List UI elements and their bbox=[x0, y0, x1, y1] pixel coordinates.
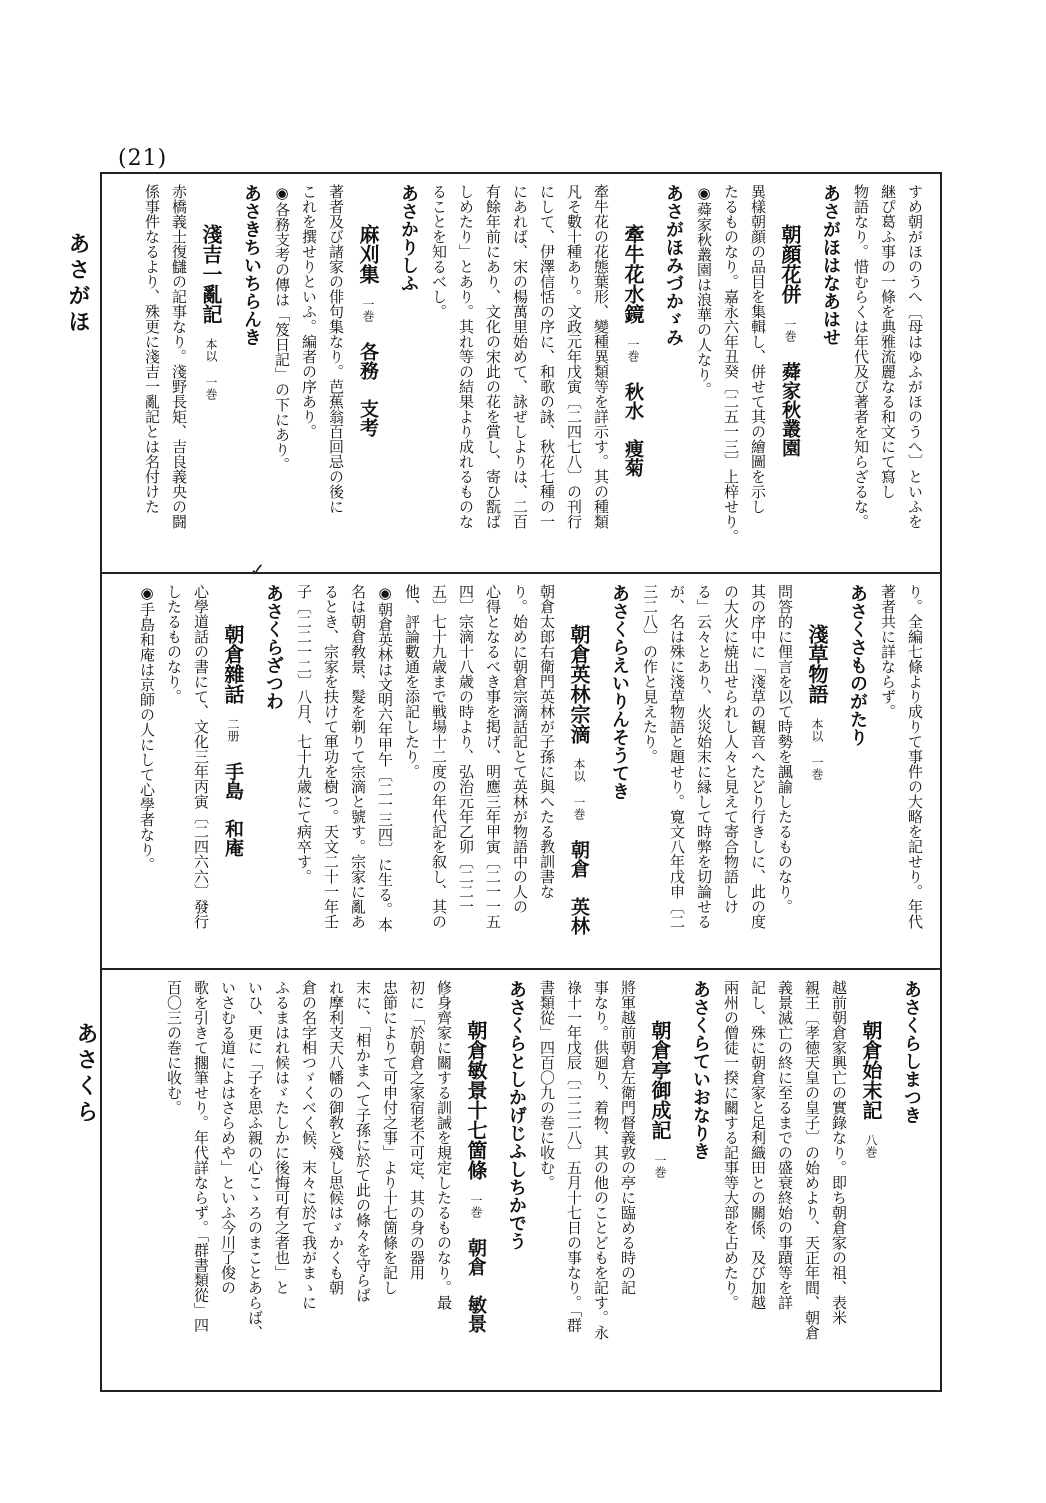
entry-body-line: いさむる道によはさらめや」といふ今川了俊の bbox=[219, 980, 237, 1295]
entry-body-line: 著者及び諸家の俳句集なり。芭蕉翁百回忌の後に bbox=[327, 184, 345, 514]
band-top bbox=[102, 174, 940, 572]
entry-body-line: 百〇三の巻に收む。 bbox=[165, 980, 183, 1115]
continuation-line: 物語なり。惜むらくは年代及び著者を知らざるな。 bbox=[852, 184, 870, 529]
entry-author: 秋水 痩菊 bbox=[622, 382, 644, 477]
margin-index-label-bottom: あさくら bbox=[73, 1022, 98, 1126]
entry-title: 朝倉始末記 bbox=[859, 1020, 883, 1120]
entry-title-line bbox=[457, 980, 495, 1380]
entry-body-line: 子〔二二一二〕八月、七十九歳にて病卒す。 bbox=[295, 584, 313, 884]
entry-body-line: 倉の名字相つゞくべく候、末々に於て我がまゝに bbox=[300, 980, 318, 1310]
entry-heading: あさかりしふ bbox=[398, 184, 419, 292]
entry-body-line: 歌を引きて擱筆せり。年代詳ならず。「群書類從」四 bbox=[192, 980, 210, 1333]
entry-body-line: 祿十一年戊辰〔二二二八〕五月十七日の事なり。「群 bbox=[565, 980, 583, 1333]
entry-body-line: 越前朝倉家興亡の實錄なり。即ち朝倉家の祖、表米 bbox=[830, 980, 848, 1325]
band-top-columns bbox=[114, 184, 928, 562]
entry-title-line bbox=[614, 184, 652, 562]
entry-body-line: にあれば、宋の楊萬里始めて、詠ぜしよりは、二百 bbox=[511, 184, 529, 529]
entry-body-line: 四〕宗滴十八歳の時より、弘治元年乙卯〔二二一 bbox=[457, 584, 475, 914]
entry-body-line: 有餘年前にあり、文化の宋此の花を賞し、寄ひ翫ば bbox=[484, 184, 502, 529]
entry-title: 朝倉英林宗滴 bbox=[567, 624, 591, 744]
entry-body-line: れ摩利支天八幡の御敎と殘し思候はゞかくも朝 bbox=[327, 980, 345, 1295]
entry-body-line: ◉各務支考の傳は「笈日記」の下にあり。 bbox=[273, 184, 291, 472]
entry-title: 牽牛花水鏡 bbox=[621, 224, 645, 324]
entry-body-line: 將軍越前朝倉左衛門督義敦の亭に臨める時の記 bbox=[619, 980, 637, 1295]
entry-title: 朝倉亭御成記 bbox=[648, 1020, 672, 1140]
entry-author: 朝倉 英林 bbox=[568, 840, 590, 935]
entry-body-line: しめたり」とあり。其れ等の結果より成れるものな bbox=[457, 184, 475, 529]
entry-title-line bbox=[771, 184, 809, 562]
page-frame bbox=[100, 172, 942, 1392]
entry-author: 蕣家秋叢園 bbox=[779, 362, 801, 457]
entry-body-line: ◉手島和庵は京師の人にして心學者なり。 bbox=[138, 584, 156, 872]
entry-body-line: 事なり。供廻り、着物、其の他のことどもを記す。永 bbox=[592, 980, 610, 1340]
entry-body-line: ることを知るべし。 bbox=[430, 184, 448, 319]
entry-body-line: いひ、更に「子を思ふ親の心こゝろのまことあらば、 bbox=[246, 980, 264, 1340]
entry-body-line: 修身齊家に關する訓誡を規定したるものなり。最 bbox=[435, 980, 453, 1310]
entry-volumes: 一巻 bbox=[626, 338, 640, 362]
band-bottom bbox=[102, 968, 940, 1390]
entry-title-line bbox=[214, 584, 252, 958]
band-bottom-columns bbox=[114, 980, 928, 1380]
entry-body-line: が、名は殊に淺草物語と題せり。寛文八年戊申〔二 bbox=[668, 584, 686, 929]
entry-body-line: 五〕七十九歳まで戦場十二度の年代記を叙し、其の bbox=[430, 584, 448, 929]
entry-title-line bbox=[560, 584, 598, 958]
entry-body-line: 義景滅亡の終に至るまでの盛衰終始の事蹟等を詳 bbox=[776, 980, 794, 1310]
entry-heading: あさくらていおなりき bbox=[690, 980, 711, 1160]
continuation-line: り。全編七條より成りて事件の大略を記せり。年代 bbox=[906, 584, 924, 929]
entry-heading: あさくさものがたり bbox=[847, 584, 868, 746]
entry-body-line: 朝倉太郎右衛門英林が子孫に與へたる教訓書な bbox=[538, 584, 556, 899]
entry-body-line: 其の序中に「淺草の観音へたどり行きしに、此の度 bbox=[749, 584, 767, 929]
entry-title-line bbox=[798, 584, 836, 958]
entry-body-line: 凡そ數十種あり。文政元年戊寅〔二四七八〕の刊行 bbox=[565, 184, 583, 529]
page-number: (21) bbox=[118, 146, 168, 171]
entry-volumes: 八巻 bbox=[864, 1134, 878, 1158]
entry-author: 各務 支考 bbox=[357, 342, 379, 437]
entry-title: 朝顔花併 bbox=[778, 224, 802, 304]
entry-body-line: 名は朝倉敎景、髮を剃りて宗滴と號す。宗家に亂あ bbox=[349, 584, 367, 929]
margin-index-label-top: あさがほ bbox=[65, 232, 90, 336]
entry-body-line: の大火に焼出せられし人々と見えて寄合物語しけ bbox=[722, 584, 740, 914]
entry-body-line: 他、評論數通を添記したり。 bbox=[403, 584, 421, 779]
entry-body-line: 末に、「相かまへて子孫に於て此の條々を守らば bbox=[354, 980, 372, 1303]
entry-heading: あさきちいちらんき bbox=[241, 184, 262, 346]
entry-title-line bbox=[192, 184, 230, 562]
entry-body-line: 三二八〕の作と見えたり。 bbox=[641, 584, 659, 764]
entry-title: 淺吉一亂記 bbox=[199, 224, 223, 324]
entry-body-line: ◉蕣家秋叢園は浪華の人なり。 bbox=[695, 184, 713, 397]
entry-volumes: 本以 一巻 bbox=[572, 758, 586, 820]
entry-title: 朝倉雜話 bbox=[221, 624, 245, 704]
entry-title: 朝倉敏景十七箇條 bbox=[464, 1020, 488, 1180]
entry-volumes: 一巻 bbox=[783, 318, 797, 342]
entry-volumes: 一巻 bbox=[361, 298, 375, 322]
entry-body-line: るとき、宗家を扶けて軍功を樹つ。天文二十一年壬 bbox=[322, 584, 340, 929]
entry-title-line bbox=[852, 980, 890, 1380]
entry-title: 麻刈集 bbox=[356, 224, 380, 284]
entry-body-line: 心得となるべき事を掲げ、明應三年甲寅〔二一一五 bbox=[484, 584, 502, 929]
entry-heading: あさくらとしかげじふしちかでう bbox=[506, 980, 527, 1250]
entry-body-line: 書類從」四百〇九の巻に收む。 bbox=[538, 980, 556, 1190]
entry-title-line bbox=[641, 980, 679, 1380]
band-middle-columns bbox=[114, 584, 928, 958]
entry-title-line bbox=[349, 184, 387, 562]
entry-body-line: 心學道話の書にて、文化三年丙寅〔二四六六〕發行 bbox=[192, 584, 210, 929]
continuation-line: すめ朝がほのうへ〔母はゆふがほのうへ〕といふを bbox=[906, 184, 924, 529]
entry-heading: あさくらざつわ bbox=[263, 584, 284, 710]
entry-heading: あさくらしまつき bbox=[901, 980, 922, 1124]
entry-heading: あさがほみづかゞみ bbox=[663, 184, 684, 346]
entry-body-line: 忠節によりて可申付之事」より十七箇條を記し bbox=[381, 980, 399, 1295]
continuation-line: 継ぴ葛ふ事の一條を典雅流麗なる和文にて寫し bbox=[879, 184, 897, 499]
entry-body-line: ◉朝倉英林は文明六年甲午〔二一三四〕に生る。本 bbox=[376, 584, 394, 932]
entry-volumes: 本以 一巻 bbox=[810, 718, 824, 780]
entry-volumes: 一巻 bbox=[469, 1194, 483, 1218]
entry-author: 朝倉 敏景 bbox=[465, 1238, 487, 1333]
entry-body-line: にして、伊澤信恬の序に、和歌の詠、秋花七種の一 bbox=[538, 184, 556, 529]
entry-body-line: 係事件なるより、殊更に淺吉一亂記とは名付けた bbox=[143, 184, 161, 514]
entry-body-line: 問答的に俚言を以て時勢を諷諭したるものなり。 bbox=[776, 584, 794, 914]
entry-body-line: 親王〔孝徳天皇の皇子〕の始めより、天正年間、朝倉 bbox=[803, 980, 821, 1340]
entry-body-line: り。始めに朝倉宗滴話記とて英林が物語中の人の bbox=[511, 584, 529, 914]
entry-body-line: 兩州の僧徒一揆に關する記事等大部を占めたり。 bbox=[722, 980, 740, 1310]
entry-body-line: 赤橋義士復讎の記事なり。淺野長矩、吉良義央の闘 bbox=[170, 184, 188, 529]
entry-heading: あさくらえいりんそうてき bbox=[609, 584, 630, 800]
entry-body-line: ふるまはれ候はゞたしかに後悔可有之者也」と bbox=[273, 980, 291, 1295]
entry-body-line: る」云々とあり、火災始末に縁して時弊を切論せる bbox=[695, 584, 713, 929]
entry-body-line: 初に「於朝倉之家宿老不可定、其の身の器用 bbox=[408, 980, 426, 1280]
check-mark-icon: ✓ bbox=[250, 560, 266, 581]
entry-title: 淺草物語 bbox=[805, 624, 829, 704]
entry-body-line: 牽牛花の花態葉形、變種異類等を詳示す。其の種類 bbox=[592, 184, 610, 529]
entry-body-line: 記し、殊に朝倉家と足利織田との關係、及び加越 bbox=[749, 980, 767, 1310]
entry-body-line: したるものなり。 bbox=[165, 584, 183, 704]
entry-body-line: たるものなり。嘉永六年丑癸〔二五一三〕上梓せり。 bbox=[722, 184, 740, 544]
entry-volumes: 二册 bbox=[226, 718, 240, 742]
entry-author: 手島 和庵 bbox=[222, 762, 244, 857]
entry-heading: あさがほはなあはせ bbox=[820, 184, 841, 346]
entry-body-line: 異樣朝顔の品目を集輯し、併せて其の繪圖を示し bbox=[749, 184, 767, 514]
entry-volumes: 本以 一巻 bbox=[204, 338, 218, 400]
band-middle bbox=[102, 572, 940, 968]
entry-volumes: 一巻 bbox=[653, 1154, 667, 1178]
entry-body-line: これを撰せりといふ。編者の序あり。 bbox=[300, 184, 318, 439]
continuation-line: 著者共に詳ならず。 bbox=[879, 584, 897, 719]
